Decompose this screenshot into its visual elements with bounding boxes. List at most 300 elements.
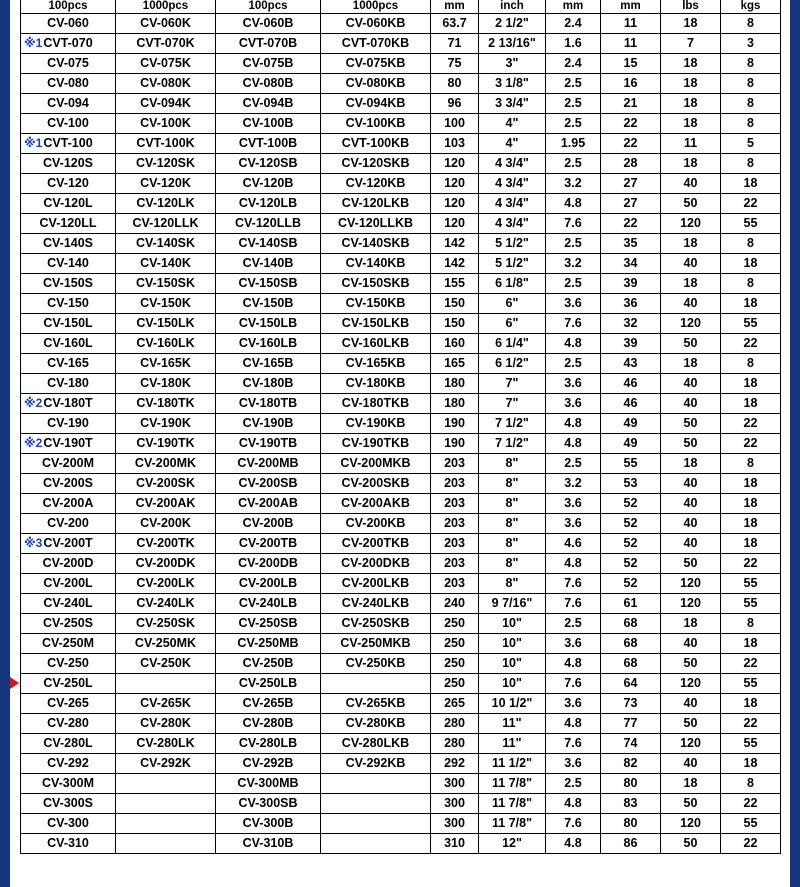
column-header-3 [321,0,431,13]
cell: 55 [721,313,781,333]
table-row [21,793,781,813]
cell: CV-100K [116,113,216,133]
cell: 7" [479,393,546,413]
cell: 22 [721,433,781,453]
cell: CV-280K [116,713,216,733]
cell-model [21,813,116,833]
cell: 11" [479,713,546,733]
column-header-4 [431,0,479,13]
cell: CV-280B [216,713,321,733]
column-header-8 [661,0,721,13]
table-row [21,613,781,633]
cell: 22 [601,133,661,153]
cell: 300 [431,813,479,833]
cell: 8 [721,233,781,253]
cell: 46 [601,373,661,393]
cell: 18 [721,373,781,393]
cell-model [21,133,116,153]
cell: CV-075KB [321,53,431,73]
cell: 120 [661,313,721,333]
cell: CV-250LB [216,673,321,693]
cell: 18 [661,273,721,293]
cell: 40 [661,513,721,533]
cell: 3 3/4" [479,93,546,113]
cell-model [21,613,116,633]
cell: 4.8 [546,193,601,213]
cell: CV-250MKB [321,633,431,653]
cell: CV-140KB [321,253,431,273]
table-row [21,353,781,373]
cell: 7.6 [546,213,601,233]
cell: 7.6 [546,733,601,753]
table-row [21,213,781,233]
cell: 55 [721,673,781,693]
cell: 32 [601,313,661,333]
table-row [21,693,781,713]
table-row [21,253,781,273]
cell [321,673,431,693]
cell: 8" [479,473,546,493]
cell: 8 [721,93,781,113]
cell: 80 [601,813,661,833]
cell: 40 [661,253,721,273]
cell: 55 [721,593,781,613]
cell: 18 [721,513,781,533]
spec-table-head [21,0,781,13]
cell-model [21,573,116,593]
cell: CV-200B [216,513,321,533]
cell: 39 [601,273,661,293]
cell: 8 [721,453,781,473]
cell: 35 [601,233,661,253]
cell: 4 3/4" [479,193,546,213]
cell: CV-240LB [216,593,321,613]
cell-model [21,433,116,453]
note-marker: ※2 [24,436,43,450]
cell: CV-120B [216,173,321,193]
cell: 18 [721,693,781,713]
cell: 2.5 [546,773,601,793]
cell: 2.5 [546,113,601,133]
cell: 3 [721,33,781,53]
cell: CV-150SKB [321,273,431,293]
table-row [21,393,781,413]
cell [116,793,216,813]
table-row [21,93,781,113]
cell: 49 [601,413,661,433]
model-label: CV-120L [43,196,93,210]
model-label: CV-200S [42,476,94,490]
cell: CV-200MK [116,453,216,473]
cell: 100 [431,113,479,133]
cell: CV-265K [116,693,216,713]
cell: CV-060B [216,13,321,33]
cell: CV-200LK [116,573,216,593]
cell: CV-310B [216,833,321,853]
cell: 18 [661,113,721,133]
cell: CV-200K [116,513,216,533]
cell: 22 [721,793,781,813]
cell: CV-094B [216,93,321,113]
cell: 18 [661,613,721,633]
cell: 11 [661,133,721,153]
cell: 6" [479,293,546,313]
cell: CVT-100B [216,133,321,153]
cell: 27 [601,193,661,213]
column-header-label: lbs [682,0,699,12]
model-label: CV-150L [43,316,93,330]
cell: 50 [661,433,721,453]
cell: CV-100B [216,113,321,133]
cell: 4.8 [546,833,601,853]
table-row [21,513,781,533]
cell: 120 [661,733,721,753]
cell: 55 [721,213,781,233]
cell: 180 [431,373,479,393]
cell: 27 [601,173,661,193]
cell: CV-200AKB [321,493,431,513]
cell: CV-250KB [321,653,431,673]
cell [321,793,431,813]
cell: 11 [601,33,661,53]
cell: 120 [431,153,479,173]
cell: CV-094KB [321,93,431,113]
cell: 49 [601,433,661,453]
cell: CV-240LK [116,593,216,613]
column-header-label: inch [500,0,524,12]
cell [116,673,216,693]
cell: 7 1/2" [479,413,546,433]
model-label: CV-060 [47,16,89,30]
table-row [21,553,781,573]
cell: CVT-100K [116,133,216,153]
table-row [21,653,781,673]
cell: CV-075K [116,53,216,73]
spec-table-sheet [10,0,790,887]
cell: CV-060KB [321,13,431,33]
cell: CV-280KB [321,713,431,733]
cell: CV-180KB [321,373,431,393]
cell: 4 3/4" [479,213,546,233]
cell: 8 [721,53,781,73]
note-marker: ※1 [24,136,43,150]
model-label: CVT-100 [43,136,93,150]
cell-model [21,373,116,393]
cell: 7.6 [546,673,601,693]
cell: 10" [479,633,546,653]
table-row [21,373,781,393]
cell: 4.8 [546,413,601,433]
cell: 155 [431,273,479,293]
cell: 292 [431,753,479,773]
cell: 120 [661,213,721,233]
cell: 22 [721,193,781,213]
cell: 8 [721,13,781,33]
model-label: CV-200D [42,556,94,570]
cell: CV-160LB [216,333,321,353]
cell: 8 [721,113,781,133]
cell: 82 [601,753,661,773]
model-label: CV-240L [43,596,93,610]
cell: 10" [479,613,546,633]
cell: 4 3/4" [479,173,546,193]
column-header-1 [116,0,216,13]
cell: 3.6 [546,693,601,713]
cell: 10" [479,653,546,673]
cell: 28 [601,153,661,173]
cell: CV-190KB [321,413,431,433]
cell-model [21,253,116,273]
cell-model [21,353,116,373]
cell: 7.6 [546,593,601,613]
cell: CV-200MKB [321,453,431,473]
cell: 4.8 [546,333,601,353]
cell: 39 [601,333,661,353]
cell: 4.8 [546,793,601,813]
cell: CV-200DK [116,553,216,573]
model-label: CV-250S [42,616,94,630]
cell: CV-140K [116,253,216,273]
cell: CV-150K [116,293,216,313]
cell: CVT-070KB [321,33,431,53]
cell: 8" [479,553,546,573]
cell: CV-060K [116,13,216,33]
cell: CV-120LLKB [321,213,431,233]
cell: CV-094K [116,93,216,113]
cell: 3.6 [546,393,601,413]
cell: CV-292K [116,753,216,773]
cell: 68 [601,613,661,633]
cell: 40 [661,753,721,773]
cell: 18 [661,773,721,793]
cell-model [21,633,116,653]
cell: CV-200LKB [321,573,431,593]
cell: CV-180TKB [321,393,431,413]
model-label: CV-150 [47,296,89,310]
cell: 18 [661,93,721,113]
table-row [21,673,781,693]
cell: 40 [661,373,721,393]
cell: 80 [601,773,661,793]
model-label: CV-140 [47,256,89,270]
red-pointer-icon [10,677,19,689]
cell: 52 [601,493,661,513]
cell: 8 [721,613,781,633]
cell: 11 7/8" [479,773,546,793]
cell: CV-100KB [321,113,431,133]
cell-model [21,453,116,473]
cell: CV-160LKB [321,333,431,353]
model-label: CV-120 [47,176,89,190]
note-marker: ※1 [24,36,43,50]
cell: 8 [721,773,781,793]
cell: 2.4 [546,13,601,33]
cell: 250 [431,613,479,633]
cell: 18 [721,173,781,193]
cell: 8 [721,273,781,293]
table-row [21,753,781,773]
cell: CV-120LK [116,193,216,213]
cell: 4.6 [546,533,601,553]
cell: 15 [601,53,661,73]
product-spec-table [20,0,781,854]
cell: 120 [661,593,721,613]
cell: 203 [431,573,479,593]
column-header-label: 1000pcs [352,0,399,12]
table-row [21,193,781,213]
cell: 3 1/8" [479,73,546,93]
model-label: CV-310 [47,836,89,850]
cell: 150 [431,313,479,333]
column-header-0 [21,0,116,13]
spec-table-body [21,13,781,853]
cell: 1.95 [546,133,601,153]
cell: CV-080B [216,73,321,93]
cell: CV-150LB [216,313,321,333]
cell: 6 1/2" [479,353,546,373]
cell: 1.6 [546,33,601,53]
cell: 203 [431,493,479,513]
model-label: CV-190 [47,416,89,430]
cell: 203 [431,513,479,533]
table-row [21,413,781,433]
model-label: CV-180T [43,396,93,410]
cell-model [21,773,116,793]
cell: 18 [661,233,721,253]
table-row [21,833,781,853]
cell: CV-240LKB [321,593,431,613]
table-row [21,273,781,293]
cell: 80 [431,73,479,93]
cell: CV-280LB [216,733,321,753]
table-row [21,813,781,833]
cell: CV-200TB [216,533,321,553]
column-header-label: mm [444,0,465,12]
cell: 75 [431,53,479,73]
model-label: CV-160L [43,336,93,350]
cell: 8" [479,533,546,553]
cell: CV-180B [216,373,321,393]
cell: 250 [431,673,479,693]
column-header-label: kgs [740,0,761,12]
cell: CV-150B [216,293,321,313]
cell-model [21,533,116,553]
header-row [21,0,781,13]
cell [321,813,431,833]
model-label: CV-292 [47,756,89,770]
cell: CV-075B [216,53,321,73]
model-label: CV-200A [42,496,94,510]
cell: 203 [431,533,479,553]
cell-model [21,173,116,193]
cell: CV-120SB [216,153,321,173]
cell: 53 [601,473,661,493]
cell-model [21,33,116,53]
model-label: CV-080 [47,76,89,90]
cell: 43 [601,353,661,373]
note-marker: ※3 [24,536,43,550]
cell: CVT-070B [216,33,321,53]
cell: 4.8 [546,433,601,453]
cell: 280 [431,733,479,753]
cell: 2 13/16" [479,33,546,53]
cell-model [21,313,116,333]
cell-model [21,733,116,753]
table-row [21,573,781,593]
cell: 18 [661,13,721,33]
cell: 150 [431,293,479,313]
cell: CV-250K [116,653,216,673]
table-row [21,493,781,513]
cell: 22 [721,553,781,573]
table-row [21,333,781,353]
model-label: CV-300M [41,776,95,790]
cell: 11 7/8" [479,813,546,833]
cell: CV-200DKB [321,553,431,573]
cell: CV-165K [116,353,216,373]
model-label: CV-200T [43,536,93,550]
cell: 50 [661,193,721,213]
cell: 3.6 [546,633,601,653]
cell: 240 [431,593,479,613]
cell: 55 [601,453,661,473]
table-row [21,313,781,333]
cell: CV-180K [116,373,216,393]
cell: 2.5 [546,233,601,253]
cell: 9 7/16" [479,593,546,613]
cell: CV-140SK [116,233,216,253]
cell-model [21,193,116,213]
cell: CV-150KB [321,293,431,313]
cell: CV-120K [116,173,216,193]
cell: 2.5 [546,453,601,473]
cell: 50 [661,833,721,853]
cell: 86 [601,833,661,853]
cell: 63.7 [431,13,479,33]
cell: CV-140SB [216,233,321,253]
model-label: CV-300S [42,796,94,810]
cell: 52 [601,553,661,573]
cell-model [21,213,116,233]
cell: 203 [431,453,479,473]
cell: 203 [431,473,479,493]
cell: 18 [721,473,781,493]
cell: CV-190B [216,413,321,433]
cell: 120 [431,173,479,193]
model-label: CV-100 [47,116,89,130]
cell: 4" [479,113,546,133]
model-label: CV-200M [41,456,95,470]
cell: 2.5 [546,73,601,93]
cell: CV-300B [216,813,321,833]
cell: 21 [601,93,661,113]
column-header-6 [546,0,601,13]
cell: CV-150LK [116,313,216,333]
cell: 12" [479,833,546,853]
cell: CV-200AB [216,493,321,513]
cell-model [21,233,116,253]
cell: 160 [431,333,479,353]
model-label: CV-200 [47,516,89,530]
cell: 7.6 [546,813,601,833]
cell-model [21,833,116,853]
cell: 250 [431,633,479,653]
cell: 40 [661,533,721,553]
table-row [21,73,781,93]
model-label: CV-265 [47,696,89,710]
cell: 4.8 [546,653,601,673]
model-label: CV-250M [41,636,95,650]
